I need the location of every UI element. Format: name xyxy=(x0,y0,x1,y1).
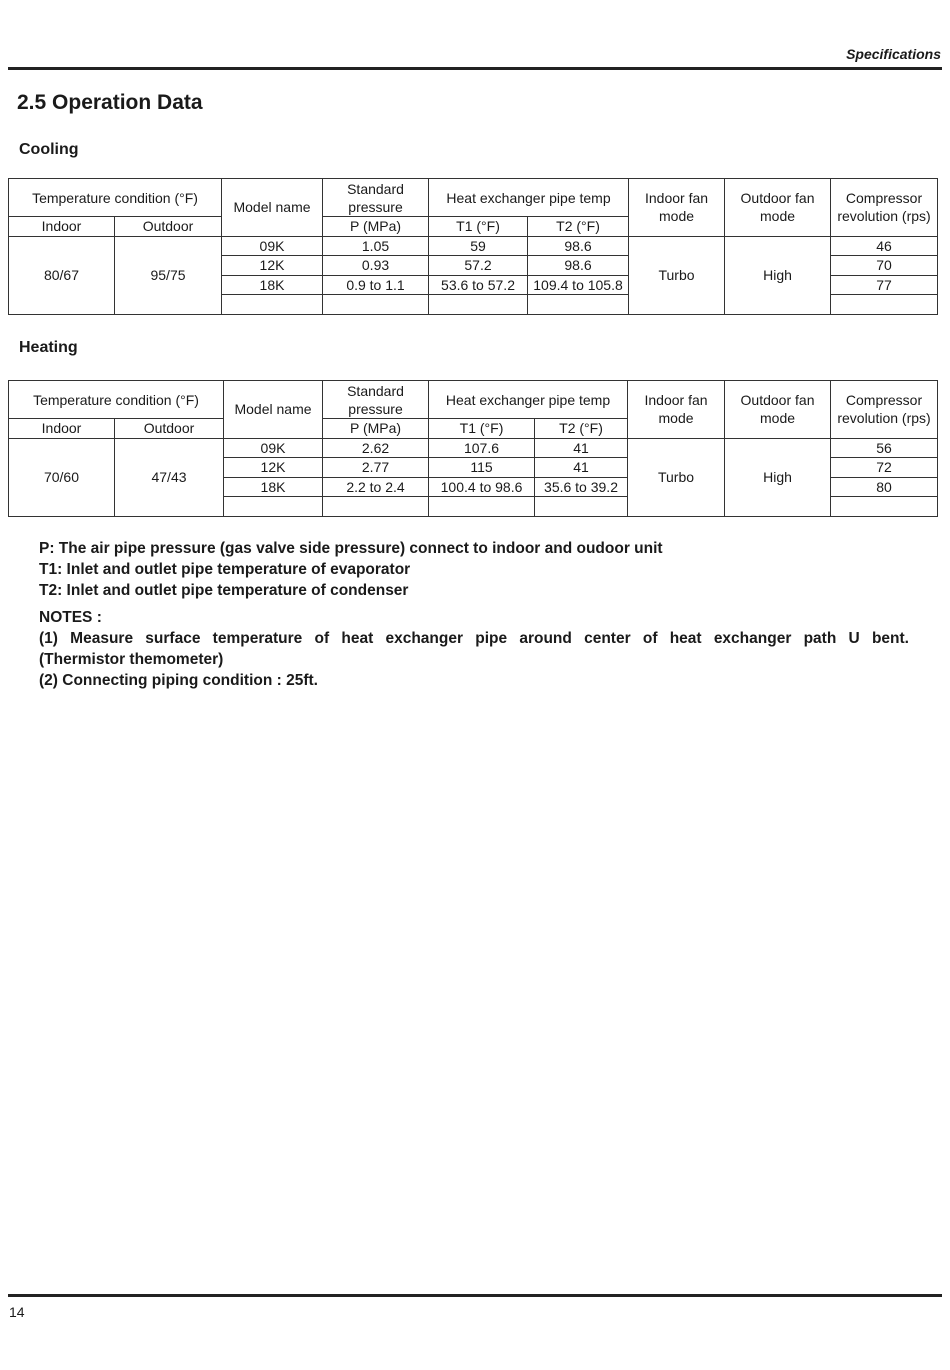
outdoor-fan-cell: High xyxy=(725,236,831,314)
model-cell: 12K xyxy=(224,458,323,478)
empty-cell xyxy=(429,295,528,315)
section-title: 2.5 Operation Data xyxy=(17,91,203,114)
t1-cell: 100.4 to 98.6 xyxy=(429,477,535,497)
model-cell: 09K xyxy=(222,236,323,256)
indoor-fan-cell: Turbo xyxy=(629,236,725,314)
model-cell: 09K xyxy=(224,438,323,458)
header-rule xyxy=(8,67,942,70)
indoor-temp-cell: 80/67 xyxy=(9,236,115,314)
p-unit-header: P (MPa) xyxy=(323,217,429,237)
page-number: 14 xyxy=(9,1304,25,1320)
t1-cell: 57.2 xyxy=(429,256,528,276)
indoor-fan-header: Indoor fan mode xyxy=(629,179,725,237)
t2-cell: 41 xyxy=(535,438,628,458)
empty-cell xyxy=(222,295,323,315)
pressure-cell: 2.62 xyxy=(323,438,429,458)
hx-pipe-temp-header: Heat exchanger pipe temp xyxy=(429,179,629,217)
outdoor-header: Outdoor xyxy=(115,419,224,439)
empty-cell xyxy=(831,295,938,315)
outdoor-header: Outdoor xyxy=(115,217,222,237)
empty-cell xyxy=(323,295,429,315)
indoor-header: Indoor xyxy=(9,217,115,237)
model-cell: 18K xyxy=(224,477,323,497)
compressor-header: Compressor revolution (rps) xyxy=(831,179,938,237)
outdoor-fan-cell: High xyxy=(725,438,831,516)
t1-cell: 115 xyxy=(429,458,535,478)
temp-condition-header: Temperature condition (°F) xyxy=(9,381,224,419)
empty-cell xyxy=(224,497,323,517)
outdoor-fan-header: Outdoor fan mode xyxy=(725,179,831,237)
t1-cell: 53.6 to 57.2 xyxy=(429,275,528,295)
rps-cell: 72 xyxy=(831,458,938,478)
notes-heading: NOTES : xyxy=(39,609,102,626)
legend-p: P: The air pipe pressure (gas valve side pressure) connect to indoor and oudoor unit xyxy=(39,540,663,557)
empty-cell xyxy=(528,295,629,315)
empty-cell xyxy=(535,497,628,517)
indoor-fan-header: Indoor fan mode xyxy=(628,381,725,439)
heating-title: Heating xyxy=(19,339,78,356)
t2-cell: 41 xyxy=(535,458,628,478)
header-label: Specifications xyxy=(846,46,941,62)
outdoor-temp-cell: 47/43 xyxy=(115,438,224,516)
t2-cell: 35.6 to 39.2 xyxy=(535,477,628,497)
note-1-cont: (Thermistor themometer) xyxy=(39,651,224,668)
cooling-table xyxy=(8,178,938,315)
table-row xyxy=(9,438,938,458)
temp-condition-header: Temperature condition (°F) xyxy=(9,179,222,217)
t2-cell: 109.4 to 105.8 xyxy=(528,275,629,295)
p-unit-header: P (MPa) xyxy=(323,419,429,439)
model-cell: 12K xyxy=(222,256,323,276)
table-row xyxy=(9,236,938,256)
note-2: (2) Connecting piping condition : 25ft. xyxy=(39,672,318,689)
heating-table xyxy=(8,380,938,517)
model-name-header: Model name xyxy=(222,179,323,237)
t1-unit-header: T1 (°F) xyxy=(429,419,535,439)
std-pressure-header: Standard pressure xyxy=(323,179,429,217)
t2-cell: 98.6 xyxy=(528,256,629,276)
pressure-cell: 2.77 xyxy=(323,458,429,478)
indoor-temp-cell: 70/60 xyxy=(9,438,115,516)
cooling-title: Cooling xyxy=(19,141,79,158)
pressure-cell: 1.05 xyxy=(323,236,429,256)
empty-cell xyxy=(429,497,535,517)
t1-unit-header: T1 (°F) xyxy=(429,217,528,237)
rps-cell: 80 xyxy=(831,477,938,497)
indoor-header: Indoor xyxy=(9,419,115,439)
rps-cell: 77 xyxy=(831,275,938,295)
pressure-cell: 2.2 to 2.4 xyxy=(323,477,429,497)
compressor-header: Compressor revolution (rps) xyxy=(831,381,938,439)
rps-cell: 56 xyxy=(831,438,938,458)
note-1: (1) Measure surface temperature of heat exchanger pipe around center of heat exchanger path U bent. xyxy=(39,630,909,647)
rps-cell: 70 xyxy=(831,256,938,276)
t1-cell: 107.6 xyxy=(429,438,535,458)
empty-cell xyxy=(831,497,938,517)
notes-block xyxy=(39,538,909,691)
t2-unit-header: T2 (°F) xyxy=(535,419,628,439)
outdoor-temp-cell: 95/75 xyxy=(115,236,222,314)
hx-pipe-temp-header: Heat exchanger pipe temp xyxy=(429,381,628,419)
rps-cell: 46 xyxy=(831,236,938,256)
empty-cell xyxy=(323,497,429,517)
footer-rule xyxy=(8,1294,942,1297)
model-name-header: Model name xyxy=(224,381,323,439)
pressure-cell: 0.9 to 1.1 xyxy=(323,275,429,295)
model-cell: 18K xyxy=(222,275,323,295)
t2-cell: 98.6 xyxy=(528,236,629,256)
t1-cell: 59 xyxy=(429,236,528,256)
std-pressure-header: Standard pressure xyxy=(323,381,429,419)
t2-unit-header: T2 (°F) xyxy=(528,217,629,237)
legend-t1: T1: Inlet and outlet pipe temperature of evaporator xyxy=(39,561,411,578)
pressure-cell: 0.93 xyxy=(323,256,429,276)
indoor-fan-cell: Turbo xyxy=(628,438,725,516)
outdoor-fan-header: Outdoor fan mode xyxy=(725,381,831,439)
legend-t2: T2: Inlet and outlet pipe temperature of condenser xyxy=(39,582,409,599)
